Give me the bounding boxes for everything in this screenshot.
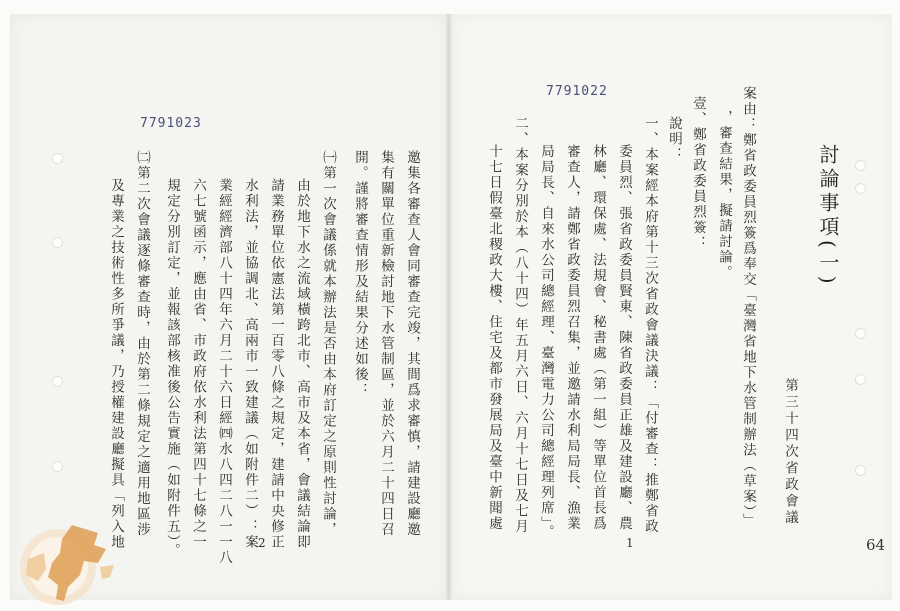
body-line: 請業務單位依憲法第一百零八條之規定，建請中央修正 [268, 178, 284, 550]
taiwan-archive-logo [10, 515, 122, 607]
binding-hole [52, 376, 63, 387]
book-gutter [446, 14, 452, 600]
archive-stamp-right: 7791022 [546, 84, 608, 99]
body-line: 規定分別訂定，並報該部核准後公告實施（如附件五）。 [164, 178, 180, 559]
binding-hole [855, 465, 866, 476]
body-line: 業經經濟部八十四年六月二十六日經㈣水八四二八一一八 [216, 178, 232, 566]
folio-number: 64 [866, 536, 886, 554]
body-line: 水利法，並協調北、高兩市一致建議（如附件二）：案 [242, 178, 258, 550]
body-line: ㈠第一次會議係就本辦法是否由本府訂定之原則性討論， [320, 150, 336, 538]
page-number-right: 1 [626, 536, 634, 550]
body-line: 委員烈、張省政委員賢東、陳省政委員正雄及建設廳、農 [616, 144, 632, 532]
archive-stamp-left: 7791023 [140, 116, 202, 131]
binding-hole [855, 160, 866, 171]
body-line: 開。謹將審查情形及結果分述如後： [352, 150, 368, 398]
body-line: 林廳、環保處、法規會、秘書處（第一組）等單位首長爲 [590, 144, 606, 532]
body-line: 一、本案經本府第十三次省政會議決議：「付審查：推鄭省政 [642, 116, 658, 535]
binding-hole [855, 328, 866, 339]
body-line: 集有關單位重新檢討地下水管制區，並於六月二十四日召 [378, 150, 394, 538]
body-line: 及專業之技術性多所爭議，乃授權建設廳擬具「列入地 [108, 178, 124, 550]
page-heading: 討論事項(一) [816, 144, 840, 288]
note-title: 說明： [666, 116, 682, 163]
body-line: 審查人，請鄭省政委員烈召集，並邀請水利局局長、漁業 [564, 144, 580, 532]
case-line: ，審查結果，擬請討論。 [716, 110, 732, 281]
binding-hole [52, 237, 63, 248]
binding-hole [855, 374, 866, 385]
body-line: 由於地下水之流域橫跨北市、高市及本省，會議結論即 [294, 178, 310, 550]
body-line: ㈡第二次會議逐條審查時，由於第二條規定之適用地區涉 [134, 150, 150, 538]
case-line: 案由：鄭省政委員烈簽爲奉交「臺灣省地下水管制辦法（草案）」 [740, 86, 756, 529]
body-line: 六七號函示，應由省、市政府依水利法第四十七條之一 [190, 178, 206, 550]
signer-line: 壹、鄭省政委員烈簽： [690, 96, 706, 251]
body-line: 邀集各審查人會同審查完竣，其間爲求審慎，請建設廳邀 [404, 150, 420, 538]
binding-hole [52, 153, 63, 164]
body-line: 二、本案分別於本（八十四）年五月六日、六月十七日及七月 [512, 116, 528, 535]
session-title: 第三十四次省政會議 [782, 378, 798, 527]
binding-hole [855, 183, 866, 194]
page-number-left: 2 [258, 536, 266, 550]
binding-hole [52, 461, 63, 472]
body-line: 局局長、自來水公司總經理、臺灣電力公司總經理列席」。 [538, 144, 554, 541]
body-line: 十七日假臺北稷政大樓、住宅及都市發展局及臺中新聞處 [486, 144, 502, 532]
